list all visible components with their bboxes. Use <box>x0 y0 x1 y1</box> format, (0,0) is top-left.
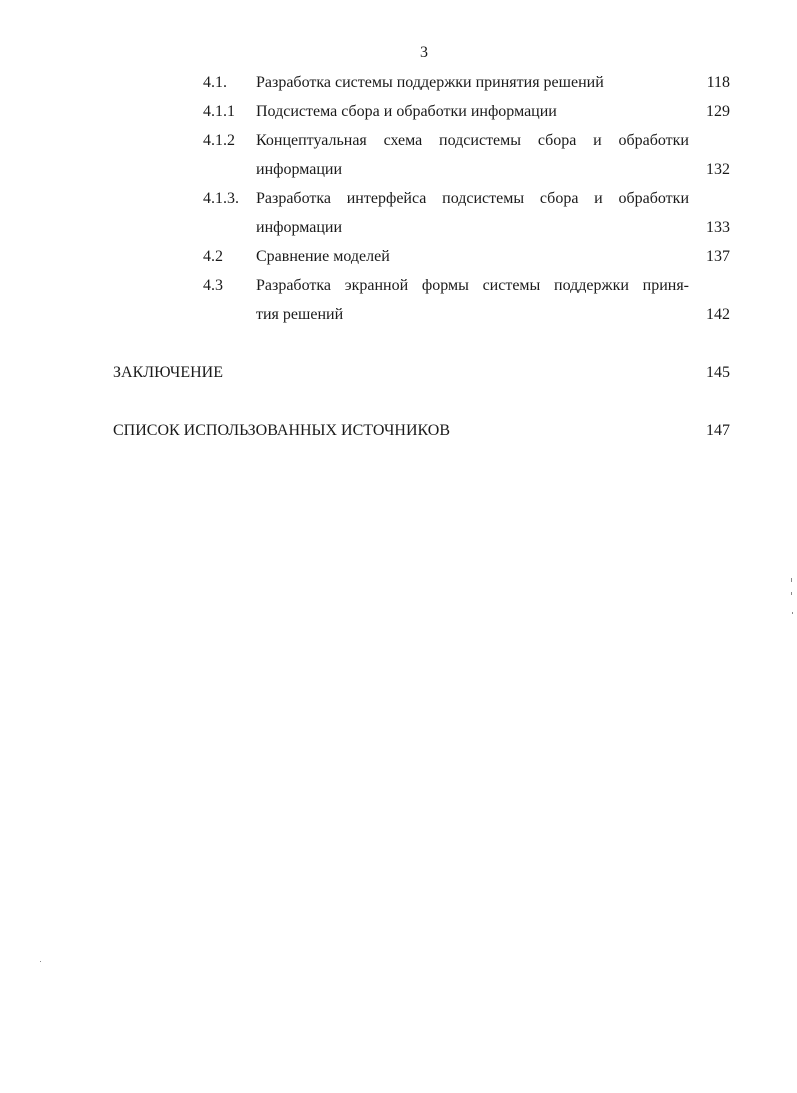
toc-entry-page: 133 <box>706 219 730 236</box>
toc-entry-page: 137 <box>706 248 730 265</box>
toc-entry-number: 4.1. <box>203 74 227 91</box>
toc-entry-4-1-2-continuation[interactable] <box>0 155 797 184</box>
toc-entry-4-1-3-continuation[interactable] <box>0 213 797 242</box>
toc-section-title: ЗАКЛЮЧЕНИЕ <box>113 364 223 381</box>
toc-entry-number: 4.1.1 <box>203 103 235 120</box>
toc-entry-page: 132 <box>706 161 730 178</box>
toc-entry-title-continuation: информации <box>256 161 343 178</box>
toc-entry-title-continuation: тия решений <box>256 306 344 323</box>
toc-entry-title: Концептуальная схема подсистемы сбора и обработки <box>256 132 689 149</box>
toc-entry-4-1[interactable] <box>0 68 797 97</box>
toc-entry-number: 4.3 <box>203 277 223 294</box>
toc-entry-number: 4.2 <box>203 248 223 265</box>
toc-section-conclusion[interactable] <box>0 358 797 387</box>
toc-entry-number: 4.1.3. <box>203 190 239 207</box>
scan-speck <box>40 961 41 962</box>
toc-entry-title: Разработка системы поддержки принятия решений <box>256 74 604 91</box>
toc-section-references[interactable] <box>0 416 797 445</box>
toc-entry-4-1-3[interactable] <box>0 184 797 213</box>
toc-entry-page: 129 <box>706 103 730 120</box>
toc-entry-title: Подсистема сбора и обработки информации <box>256 103 557 120</box>
toc-entry-4-1-1[interactable] <box>0 97 797 126</box>
toc-entry-page: 142 <box>706 306 730 323</box>
toc-entry-4-3-continuation[interactable] <box>0 300 797 329</box>
toc-section-page: 145 <box>706 364 730 381</box>
toc-entry-4-2[interactable] <box>0 242 797 271</box>
toc-entry-number: 4.1.2 <box>203 132 235 149</box>
toc-section-title: СПИСОК ИСПОЛЬЗОВАННЫХ ИСТОЧНИКОВ <box>113 422 451 439</box>
toc-section-page: 147 <box>706 422 730 439</box>
toc-entry-4-3[interactable] <box>0 271 797 300</box>
toc-entry-page: 118 <box>706 74 730 91</box>
scan-speck <box>792 612 793 614</box>
toc-entry-title: Разработка интерфейса подсистемы сбора и обработки <box>256 190 689 207</box>
toc-entry-title-continuation: информации <box>256 219 343 236</box>
toc-entry-title: Разработка экранной формы системы поддержки приня- <box>256 277 689 294</box>
scan-speck <box>791 578 792 582</box>
page-number: 3 <box>420 44 428 61</box>
toc-entry-title: Сравнение моделей <box>256 248 390 265</box>
scan-speck <box>791 592 792 595</box>
toc-entry-4-1-2[interactable] <box>0 126 797 155</box>
